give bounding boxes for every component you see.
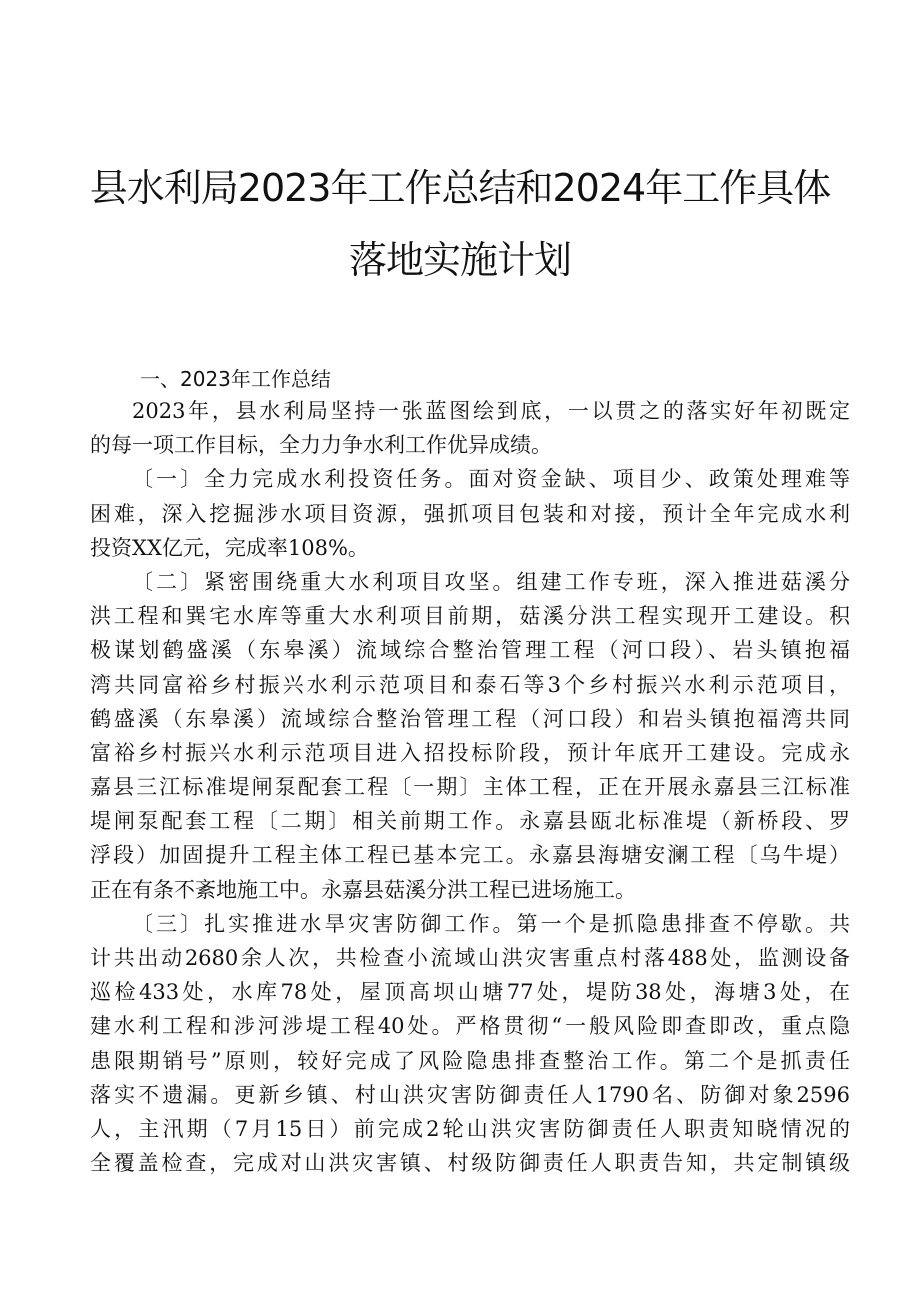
body-line: 堤闸泵配套工程〔二期〕相关前期工作。永嘉县瓯北标准堤（新桥段、罗 bbox=[90, 809, 850, 834]
document-title-line-1: 县水利局2023年工作总结和2024年工作具体 bbox=[89, 166, 831, 210]
body-line: 〔一〕全力完成水利投资任务。面对资金缺、项目少、政策处理难等 bbox=[132, 467, 850, 492]
body-line: 正在有条不紊地施工中。永嘉县菇溪分洪工程已进场施工。 bbox=[90, 877, 636, 902]
body-line: 建水利工程和涉河涉堤工程40处。严格贯彻“一般风险即查即改，重点隐 bbox=[90, 1014, 850, 1039]
body-line: 富裕乡村振兴水利示范项目进入招投标阶段，预计年底开工建设。完成永 bbox=[90, 740, 850, 765]
document-body bbox=[90, 394, 850, 1180]
body-line: 人，主汛期（7月15日）前完成2轮山洪灾害防御责任人职责知晓情况的 bbox=[90, 1116, 850, 1141]
body-line: 投资XX亿元，完成率108%。 bbox=[90, 535, 369, 560]
document-title-line-2: 落地实施计划 bbox=[348, 238, 571, 282]
body-line: 鹤盛溪（东皋溪）流域综合整治管理工程（河口段）和岩头镇抱福湾共同 bbox=[90, 706, 850, 731]
body-line: 〔二〕紧密围绕重大水利项目攻坚。组建工作专班，深入推进菇溪分 bbox=[132, 569, 850, 594]
body-line: 洪工程和巽宅水库等重大水利项目前期，菇溪分洪工程实现开工建设。积 bbox=[90, 604, 850, 629]
body-line: 巡检433处，水库78处，屋顶高坝山塘77处，堤防38处，海塘3处，在 bbox=[90, 980, 850, 1005]
body-line: 极谋划鹤盛溪（东皋溪）流域综合整治管理工程（河口段）、岩头镇抱福 bbox=[90, 638, 850, 663]
body-line: 嘉县三江标准堤闸泵配套工程〔一期〕主体工程，正在开展永嘉县三江标准 bbox=[90, 775, 850, 800]
section-heading: 一、2023年工作总结 bbox=[140, 367, 331, 391]
body-line: 湾共同富裕乡村振兴水利示范项目和泰石等3个乡村振兴水利示范项目， bbox=[90, 672, 850, 697]
body-line: 全覆盖检查，完成对山洪灾害镇、村级防御责任人职责告知，共定制镇级 bbox=[90, 1151, 850, 1176]
body-line: 落实不遗漏。更新乡镇、村山洪灾害防御责任人1790名、防御对象2596 bbox=[90, 1082, 850, 1107]
body-line: 2023年，县水利局坚持一张蓝图绘到底，一以贯之的落实好年初既定 bbox=[132, 399, 850, 423]
body-line: 计共出动2680余人次，共检查小流域山洪灾害重点村落488处，监测设备 bbox=[90, 946, 850, 970]
body-line: 〔三〕扎实推进水旱灾害防御工作。第一个是抓隐患排查不停歇。共 bbox=[132, 911, 850, 936]
body-line: 的每一项工作目标，全力力争水利工作优异成绩。 bbox=[90, 433, 552, 458]
body-line: 浮段）加固提升工程主体工程已基本完工。永嘉县海塘安澜工程〔乌牛堤） bbox=[90, 843, 850, 868]
body-line: 困难，深入挖掘涉水项目资源，强抓项目包装和对接，预计全年完成水利 bbox=[90, 501, 850, 526]
body-line: 患限期销号”原则，较好完成了风险隐患排查整治工作。第二个是抓责任 bbox=[90, 1048, 850, 1073]
